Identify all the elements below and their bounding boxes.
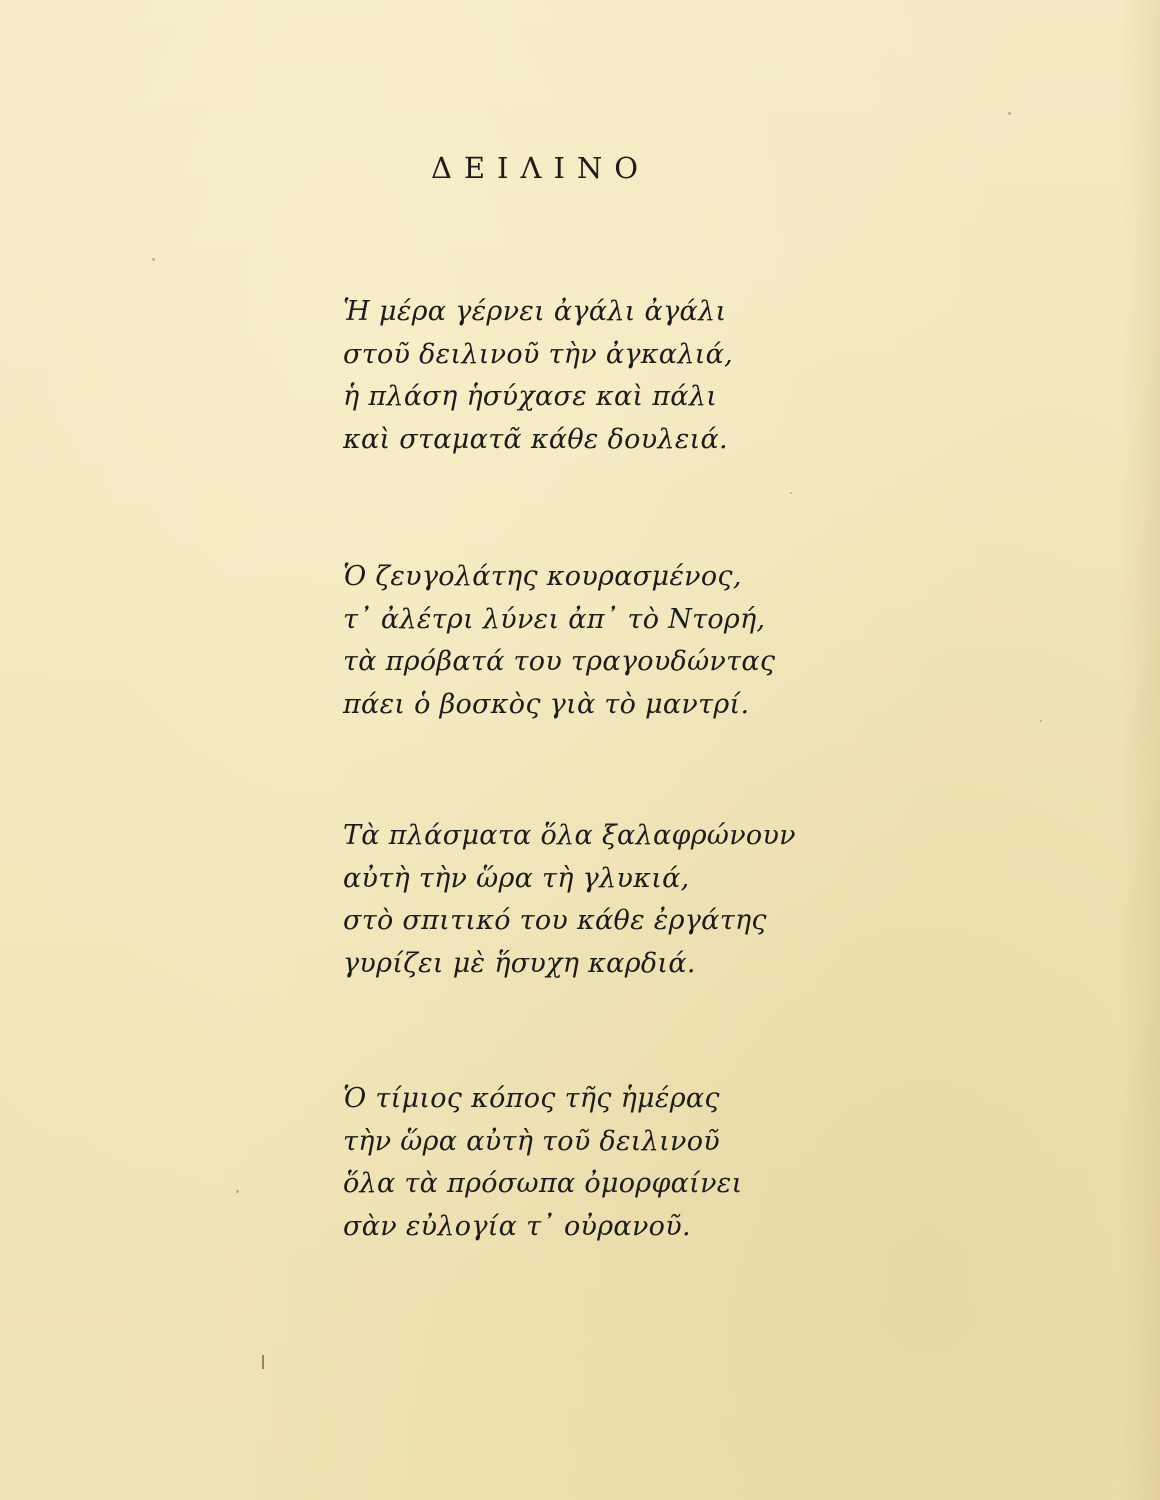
verse-line: Ἡ μέρα γέρνει ἀγάλι ἀγάλι <box>343 296 727 327</box>
verse-line: γυρίζει μὲ ἥσυχη καρδιά. <box>343 947 696 979</box>
verse-line: ἡ πλάση ἡσύχασε καὶ πάλι <box>343 381 718 412</box>
verse-line: τὴν ὥρα αὐτὴ τοῦ δειλινοῦ <box>343 1125 720 1157</box>
stanza-1 <box>343 291 733 461</box>
verse-line: Ὁ τίμιος κόπος τῆς ἡμέρας <box>343 1083 720 1114</box>
verse-line: τ᾽ ἀλέτρι λύνει ἀπ᾽ τὸ Ντορή, <box>343 603 766 635</box>
verse-line: στὸ σπιτικό του κάθε ἐργάτης <box>343 905 767 936</box>
stanza-2 <box>343 556 775 726</box>
page-edge-shadow <box>1120 0 1160 1500</box>
verse-line: ὅλα τὰ πρόσωπα ὀμορφαίνει <box>343 1168 743 1199</box>
verse-line: τὰ πρόβατά του τραγουδώντας <box>343 646 776 677</box>
verse-line: Ὁ ζευγολάτης κουρασμένος, <box>343 561 742 592</box>
paper-speck <box>790 492 792 494</box>
verse-line: πάει ὁ βοσκὸς γιὰ τὸ μαντρί. <box>343 688 750 720</box>
paper-speck <box>1040 720 1042 722</box>
paper-speck <box>152 258 155 261</box>
verse-line: Τὰ πλάσματα ὅλα ξαλαφρώνουν <box>343 820 796 851</box>
verse-line: καὶ σταματᾶ κάθε δουλειά. <box>343 423 728 455</box>
verse-line: στοῦ δειλινοῦ τὴν ἀγκαλιά, <box>343 338 734 370</box>
paper-speck <box>236 1190 239 1193</box>
verse-line: αὐτὴ τὴν ὥρα τὴ γλυκιά, <box>343 862 690 894</box>
paper-speck <box>1008 112 1011 115</box>
verse-line: σὰν εὐλογία τ᾽ οὐρανοῦ. <box>343 1210 691 1242</box>
poem-title: ΔΕΙΛΙΝΟ <box>430 151 651 185</box>
stanza-3 <box>343 815 796 985</box>
stanza-4 <box>343 1078 742 1248</box>
paper-scratch <box>262 1355 264 1369</box>
